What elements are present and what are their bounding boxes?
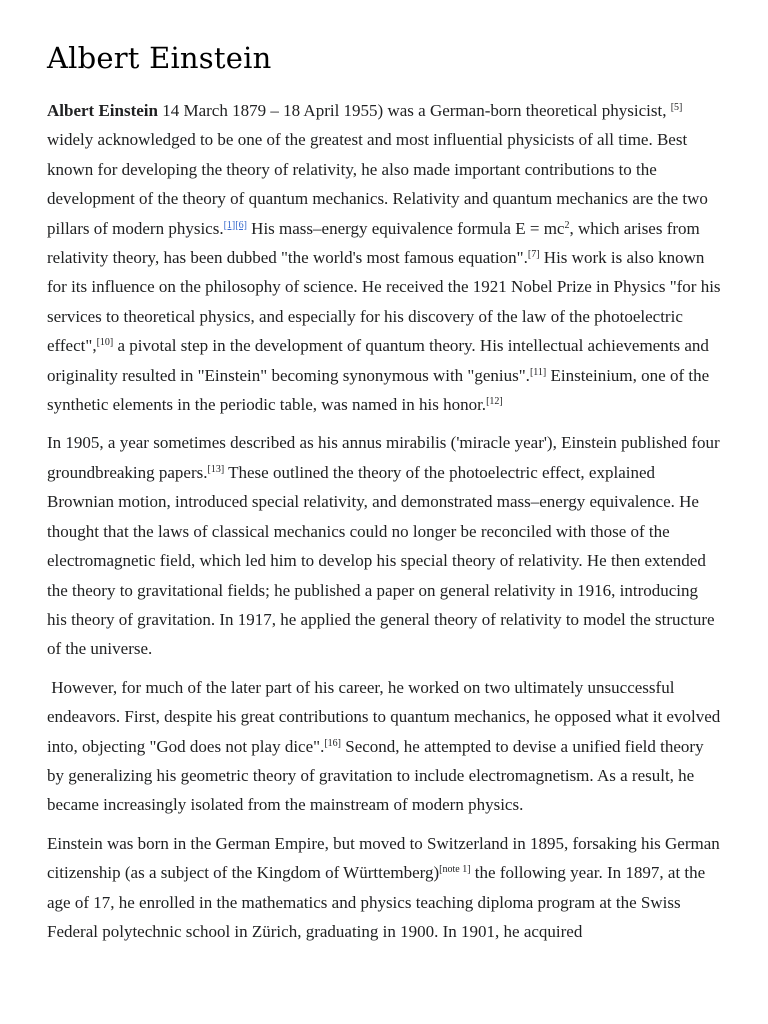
text-run: Einstein was born in the German Empire, but moved to Switzerland in 1895, forsaking his German citizenship (as a subject of the Kingdom of Württemberg) (47, 833, 720, 883)
page-title: Albert Einstein (47, 41, 272, 75)
citation-10[interactable]: [10] (96, 337, 114, 349)
superscript-squared: 2 (564, 219, 570, 231)
text-run: Einsteinium, one of the synthetic elements in the periodic table, was named in his honor. (47, 365, 710, 415)
citation-13[interactable]: [13] (207, 463, 225, 475)
paragraph-annus-mirabilis (47, 428, 722, 663)
text-run: However, for much of the later part of his career, he worked on two ultimately unsuccessful endeavors. First, despite his great contributions to quantum mechanics, he opposed what it evolved into, objecting "God does not play dice". (47, 677, 721, 756)
text-run: , which arises from relativity theory, has been dubbed "the world's most famous equation". (47, 218, 700, 268)
paragraph-intro (47, 96, 722, 419)
text-run: Second, he attempted to devise a unified field theory by generalizing his geometric theory of gravitation to include electromagnetism. As a result, he became increasingly isolated from the mainstream of modern physics. (47, 736, 704, 815)
citation-note-1[interactable]: [note 1] (439, 864, 471, 876)
text-run: His work is also known for its influence on the philosophy of science. He received the 1921 Nobel Prize in Physics "for his services to theoretical physics, and especially for his discovery of the law of the photoelectric effect", (47, 248, 721, 356)
text-run: These outlined the theory of the photoelectric effect, explained Brownian motion, introduced special relativity, and demonstrated mass–energy equivalence. He thought that the laws of classical mechanics could no longer be reconciled with those of the electromagnetic field, which led him to develop his special theory of relativity. He then extended the theory to gravitational fields; he published a paper on general relativity in 1916, introducing his theory of gravitation. In 1917, he applied the general theory of relativity to model the structure of the universe. (47, 462, 715, 659)
subject-name: Albert Einstein (47, 101, 158, 120)
citation-1-6[interactable]: [1][6] (223, 219, 247, 231)
text-run: the following year. In 1897, at the age of 17, he enrolled in the mathematics and physics teaching diploma program at the Swiss Federal polytechnic school in Zürich, graduating in 1900. In 1901, he acquired (47, 863, 706, 941)
text-run: In 1905, a year sometimes described as his annus mirabilis ('miracle year'), Einstein published four groundbreaking papers. (47, 433, 720, 482)
citation-5[interactable]: [5] (670, 102, 683, 113)
article (47, 0, 722, 946)
text-run: widely acknowledged to be one of the greatest and most influential physicists of all time. Best known for developing the theory of relativity, he also made important contributions to the development of the theory of quantum mechanics. Relativity and quantum mechanics are the two pillars of modern physics. (47, 130, 708, 238)
citation-12[interactable]: [12] (486, 396, 503, 408)
citation-11[interactable]: [11] (529, 366, 547, 378)
text-run: 14 March 1879 – 18 April 1955) was a German-born theoretical physicist, (157, 101, 671, 120)
text-run: His mass–energy equivalence formula E = mc (246, 218, 565, 238)
citation-16[interactable]: [16] (324, 737, 342, 749)
citation-7[interactable]: [7] (527, 249, 540, 261)
paragraph-early-life (47, 829, 722, 947)
paragraph-later-career (47, 673, 722, 820)
text-run: a pivotal step in the development of quantum theory. His intellectual achievements and originality resulted in "Einstein" becoming synonymous with "genius". (47, 336, 709, 385)
